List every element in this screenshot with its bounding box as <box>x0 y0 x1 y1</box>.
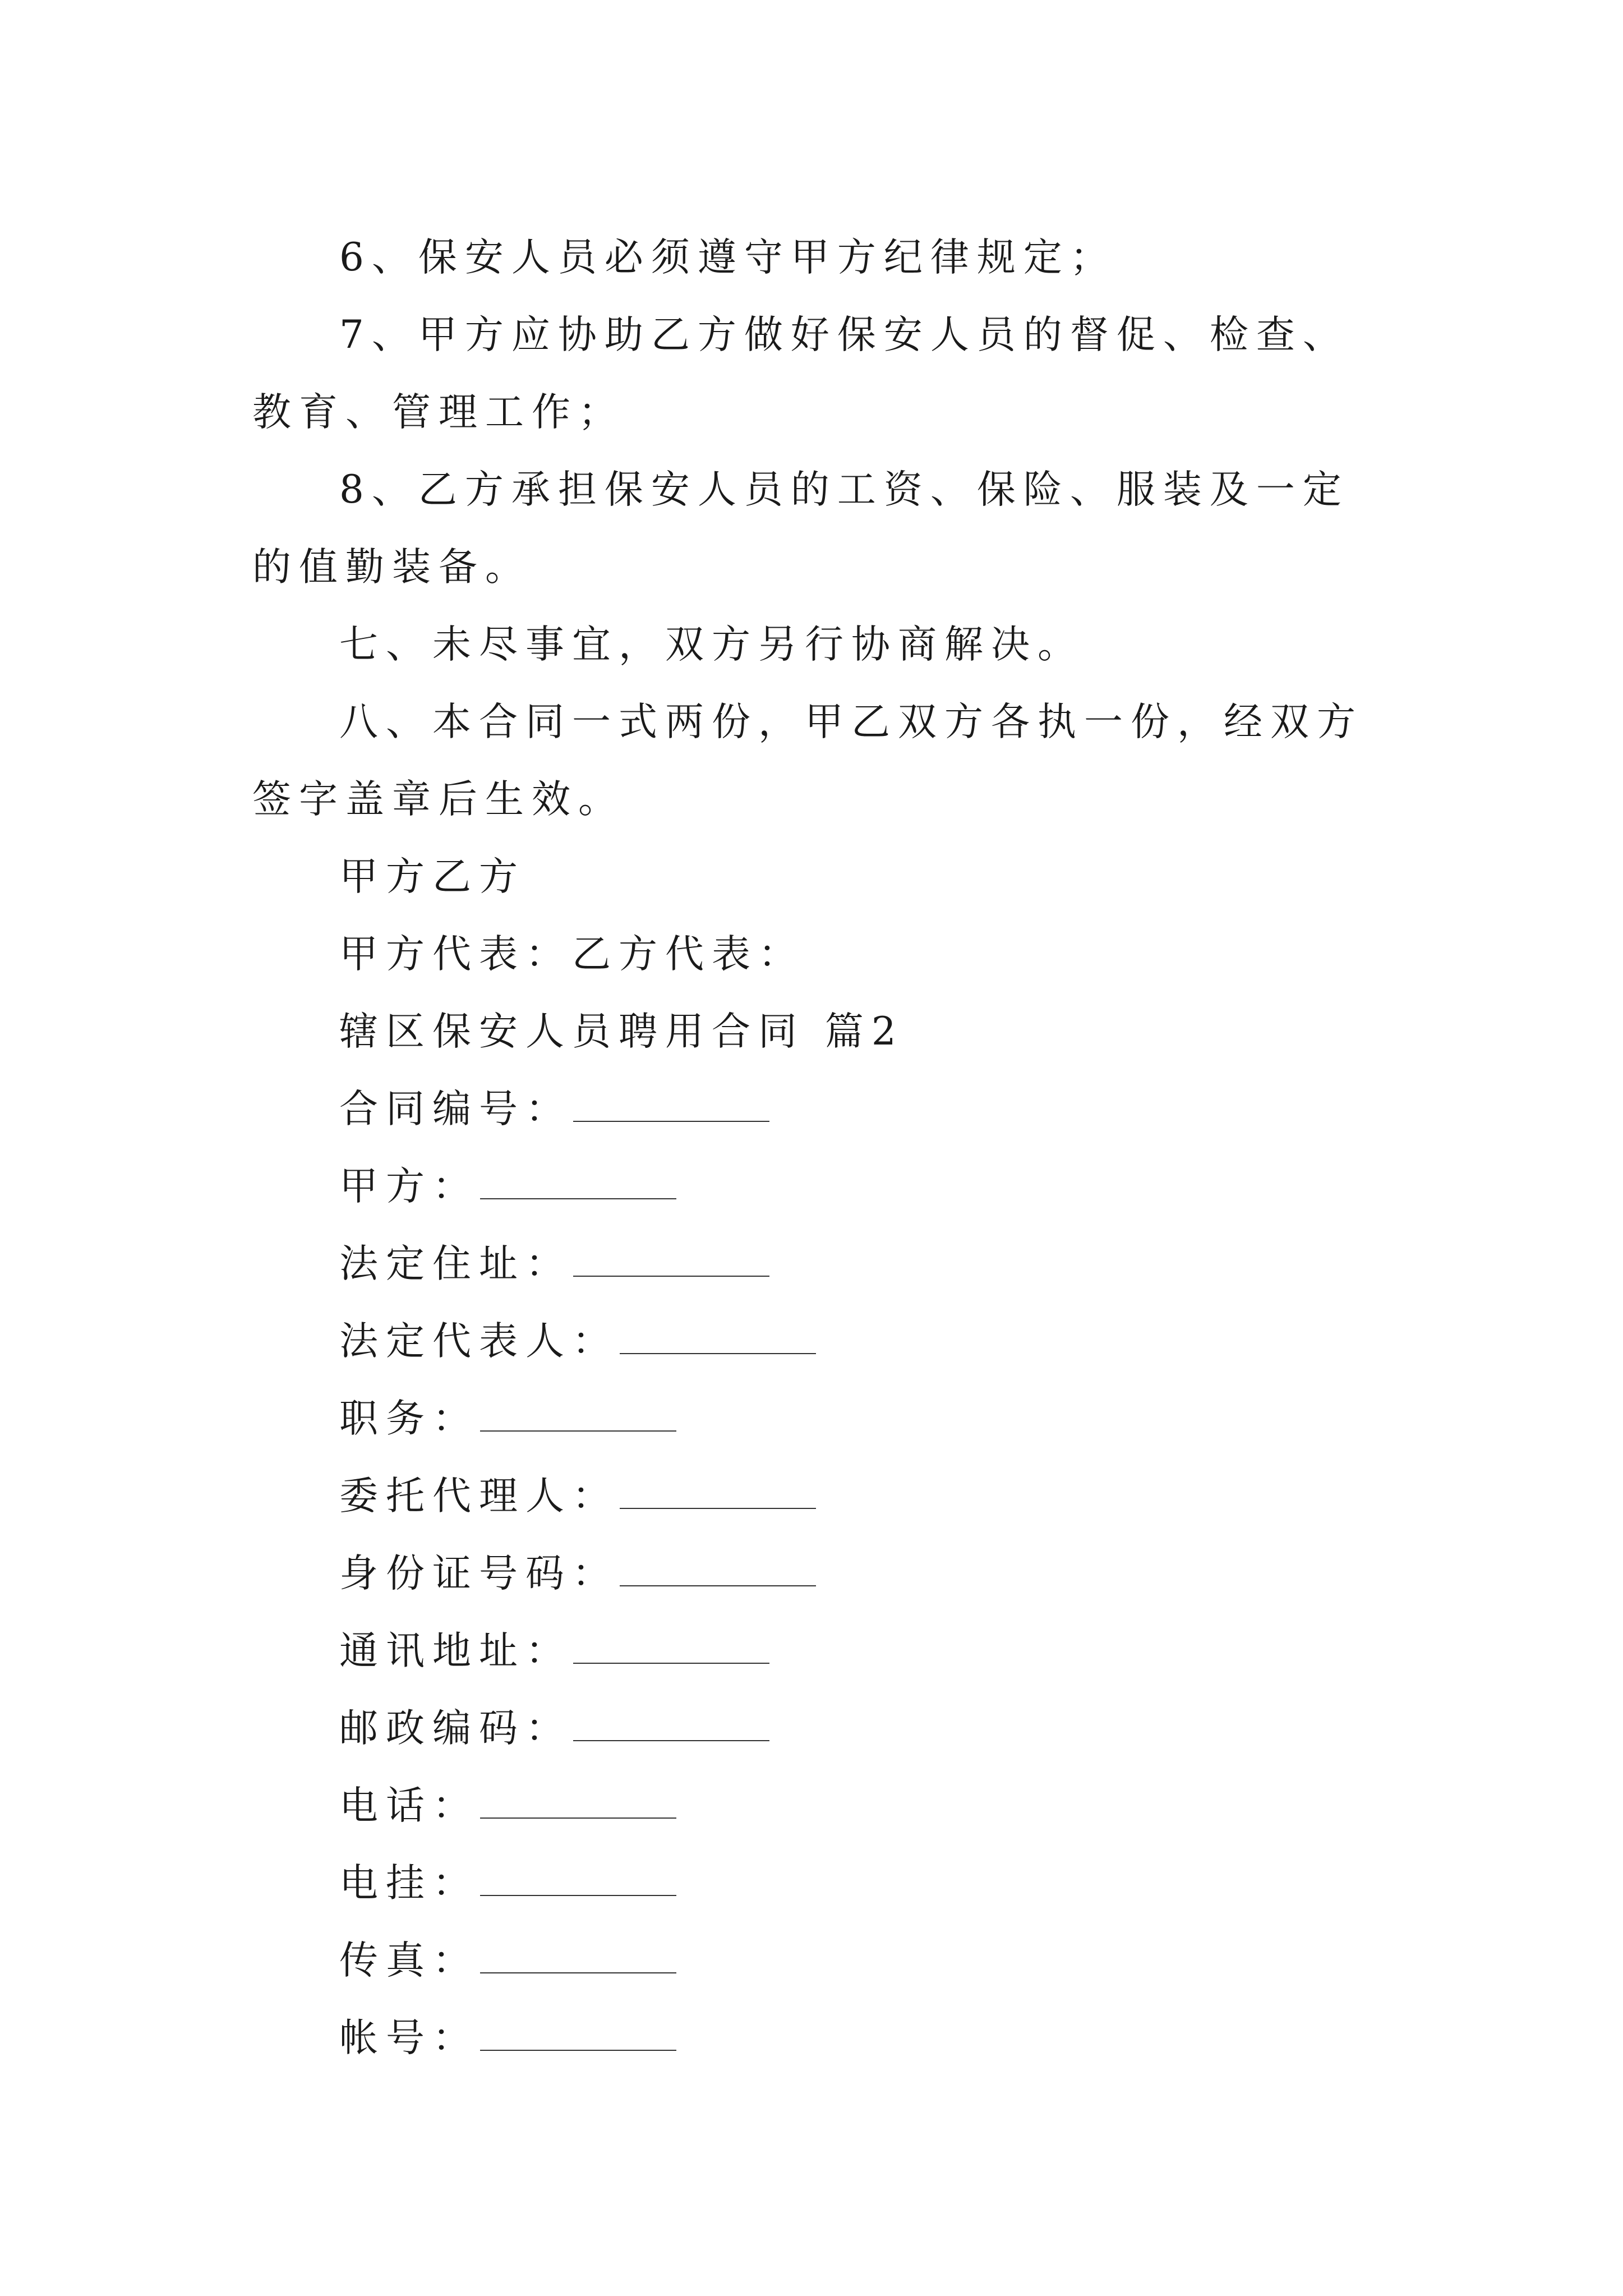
clause-7: 7、甲方应协助乙方做好保安人员的督促、检查、教育、管理工作； <box>252 312 1349 435</box>
field-label: 电挂： <box>339 1861 479 1906</box>
clause-8: 8、乙方承担保安人员的工资、保险、服装及一定的值勤装备。 <box>252 467 1349 590</box>
field-legal-representative <box>252 1303 1391 1380</box>
field-position <box>252 1380 1391 1457</box>
field-label: 职务： <box>339 1396 479 1441</box>
field-account <box>252 1999 1391 2077</box>
fill-blank <box>480 1165 676 1199</box>
fill-blank <box>573 1706 769 1741</box>
field-label: 邮政编码： <box>339 1706 572 1751</box>
field-contract-number <box>252 1070 1391 1148</box>
field-label: 通讯地址： <box>339 1628 572 1673</box>
field-mailing-address <box>252 1612 1391 1690</box>
field-agent <box>252 1457 1391 1535</box>
field-telegraph <box>252 1844 1391 1922</box>
article-7: 七、未尽事宜，双方另行协商解决。 <box>339 622 1084 667</box>
fill-blank <box>620 1474 816 1509</box>
fill-blank <box>480 1397 676 1432</box>
signature-parties: 甲方乙方 <box>339 854 525 899</box>
field-label: 帐号： <box>339 2016 479 2060</box>
field-label: 电话： <box>339 1783 479 1828</box>
field-label: 身份证号码： <box>339 1551 619 1596</box>
field-fax <box>252 1922 1391 1999</box>
fill-blank <box>480 1861 676 1896</box>
clause-6: 6、保安人员必须遵守甲方纪律规定； <box>339 235 1117 280</box>
field-label: 合同编号： <box>339 1087 572 1131</box>
fill-blank <box>480 1784 676 1819</box>
fill-blank <box>480 1939 676 1973</box>
fill-blank <box>480 2016 676 2051</box>
fill-blank <box>620 1552 816 1586</box>
field-label: 传真： <box>339 1938 479 1983</box>
section-title: 辖区保安人员聘用合同 篇2 <box>339 1009 904 1054</box>
field-label: 法定住址： <box>339 1241 572 1286</box>
signature-representatives: 甲方代表：乙方代表： <box>339 932 805 977</box>
fill-blank <box>573 1629 769 1664</box>
field-label: 甲方： <box>339 1164 479 1209</box>
field-legal-address <box>252 1225 1391 1303</box>
field-postal-code <box>252 1690 1391 1767</box>
field-label: 委托代理人： <box>339 1474 619 1519</box>
fill-blank <box>573 1242 769 1277</box>
field-label: 法定代表人： <box>339 1319 619 1364</box>
fill-blank <box>620 1319 816 1354</box>
field-id-number <box>252 1535 1391 1612</box>
fill-blank <box>573 1087 769 1122</box>
field-party-a <box>252 1148 1391 1225</box>
field-phone <box>252 1767 1391 1844</box>
document-body <box>252 219 1391 2077</box>
article-8: 八、本合同一式两份，甲乙双方各执一份，经双方签字盖章后生效。 <box>252 700 1363 822</box>
